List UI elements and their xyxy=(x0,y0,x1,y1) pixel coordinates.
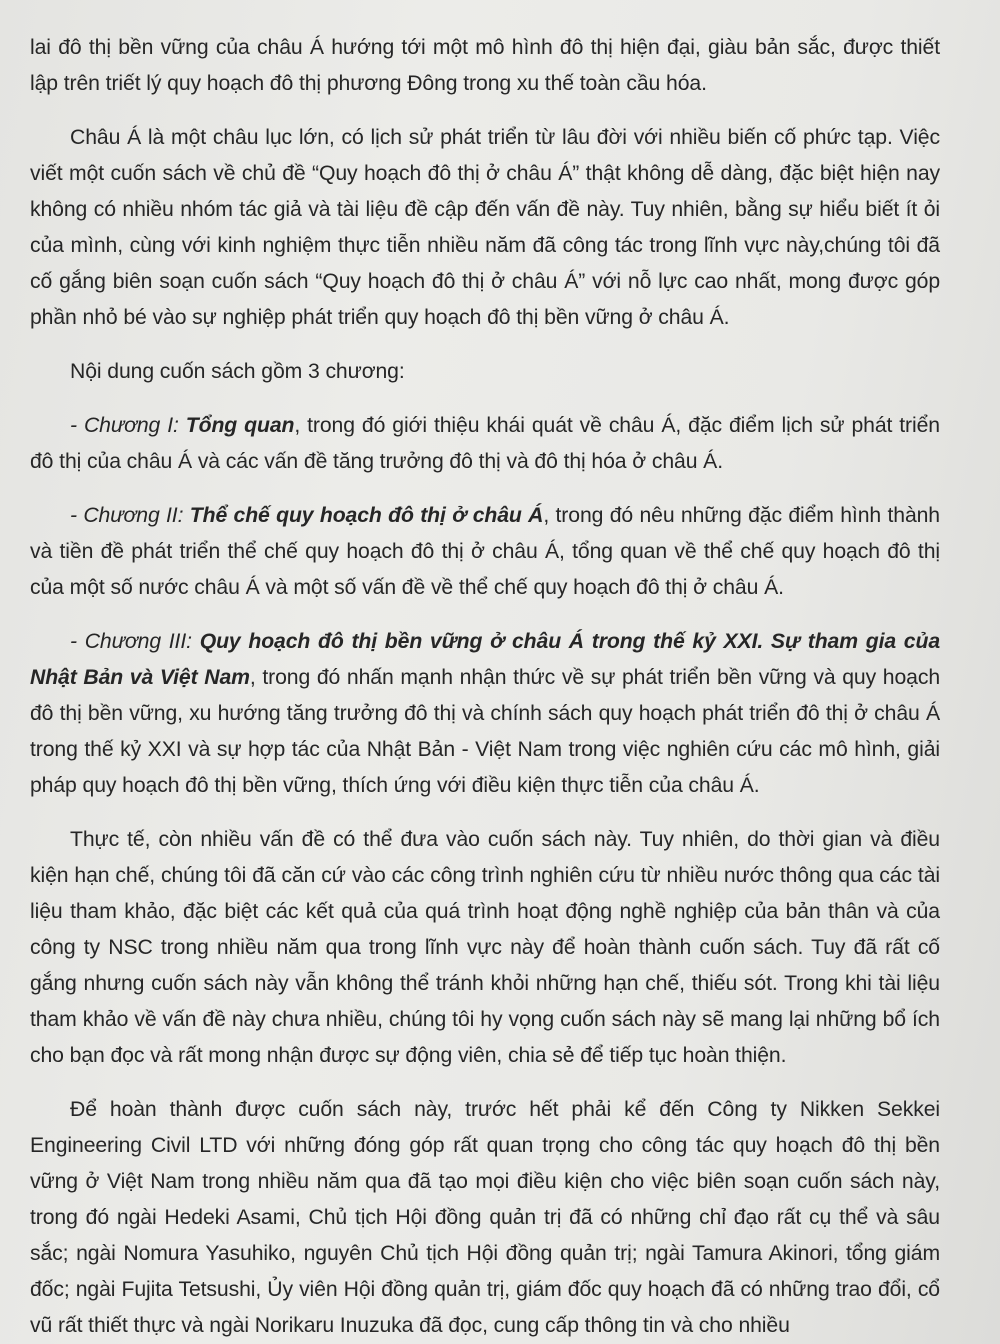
chapter-3-description: , trong đó nhấn mạnh nhận thức về sự phát triển bền vững và quy hoạch đô thị bền vững, xu hướng tăng trưởng đô thị và chính sách quy hoạch phát triển đô thị ở châu Á trong thế kỷ XXI và sự hợp tác của Nhật Bản - Việt Nam trong việc nghiên cứu các mô hình, giải pháp quy hoạch đô thị bền vững, thích ứng với điều kiện thực tiễn của châu Á. xyxy=(30,666,940,797)
chapter-1-title: Tổng quan xyxy=(185,414,295,437)
chapter-1-label: - Chương I: xyxy=(70,414,186,437)
paragraph-continuation: lai đô thị bền vững của châu Á hướng tới một mô hình đô thị hiện đại, giàu bản sắc, được thiết lập trên triết lý quy hoạch đô thị phương Đông trong xu thế toàn cầu hóa. xyxy=(30,36,940,95)
chapter-3-label: - Chương III: xyxy=(70,630,200,653)
chapter-2-description: , trong đó nêu những đặc điểm hình thành và tiền đề phát triển thể chế quy hoạch đô thị ở châu Á, tổng quan về thể chế quy hoạch đô thị của một số nước châu Á và một số vấn đề về thể chế quy hoạch đô thị ở châu Á. xyxy=(30,504,940,599)
chapter-3-item xyxy=(30,624,940,804)
chapter-2-item xyxy=(30,498,940,606)
chapter-1-description: , trong đó giới thiệu khái quát về châu Á, đặc điểm lịch sử phát triển đô thị của châu Á và các vấn đề tăng trưởng đô thị và đô thị hóa ở châu Á. xyxy=(30,414,940,473)
chapter-2-label: - Chương II: xyxy=(70,504,190,527)
chapter-3-title: Quy hoạch đô thị bền vững ở châu Á trong thế kỷ XXI. Sự tham gia của Nhật Bản và Việt Nam xyxy=(30,630,941,689)
paragraph-contents-heading: Nội dung cuốn sách gồm 3 chương: xyxy=(70,360,405,383)
paragraph-intro-asia: Châu Á là một châu lục lớn, có lịch sử phát triển từ lâu đời với nhiều biến cố phức tạp. Việc viết một cuốn sách về chủ đề “Quy hoạch đô thị ở châu Á” thật không dễ dàng, đặc biệt hiện nay không có nhiều nhóm tác giả và tài liệu đề cập đến vấn đề này. Tuy nhiên, bằng sự hiểu biết ít ỏi của mình, cùng với kinh nghiệm thực tiễn nhiều năm đã công tác trong lĩnh vực này,chúng tôi đã cố gắng biên soạn cuốn sách “Quy hoạch đô thị ở châu Á” với nỗ lực cao nhất, mong được góp phần nhỏ bé vào sự nghiệp phát triển quy hoạch đô thị bền vững ở châu Á. xyxy=(30,126,940,329)
paragraph-limitations: Thực tế, còn nhiều vấn đề có thể đưa vào cuốn sách này. Tuy nhiên, do thời gian và điều kiện hạn chế, chúng tôi đã căn cứ vào các công trình nghiên cứu từ nhiều nước thông qua các tài liệu tham khảo, đặc biệt các kết quả của quá trình hoạt động nghề nghiệp của bản thân và của công ty NSC trong nhiều năm qua trong lĩnh vực này để hoàn thành cuốn sách. Tuy đã rất cố gắng nhưng cuốn sách này vẫn không thể tránh khỏi những hạn chế, thiếu sót. Trong khi tài liệu tham khảo về vấn đề này chưa nhiều, chúng tôi hy vọng cuốn sách này sẽ mang lại những bổ ích cho bạn đọc và rất mong nhận được sự động viên, chia sẻ để tiếp tục hoàn thiện. xyxy=(30,828,940,1067)
chapter-1-item xyxy=(30,408,940,480)
paragraph-acknowledgements: Để hoàn thành được cuốn sách này, trước hết phải kể đến Công ty Nikken Sekkei Engineering Civil LTD với những đóng góp rất quan trọng cho công tác quy hoạch đô thị bền vững ở Việt Nam trong nhiều năm qua đã tạo mọi điều kiện cho việc biên soạn cuốn sách này, trong đó ngài Hedeki Asami, Chủ tịch Hội đồng quản trị đã có những chỉ đạo rất cụ thể và sâu sắc; ngài Nomura Yasuhiko, nguyên Chủ tịch Hội đồng quản trị; ngài Tamura Akinori, tổng giám đốc; ngài Fujita Tetsushi, Ủy viên Hội đồng quản trị, giám đốc quy hoạch đã có những trao đổi, cổ vũ rất thiết thực và ngài Norikaru Inuzuka đã đọc, cung cấp thông tin và cho nhiều xyxy=(30,1098,940,1337)
page-body-text xyxy=(30,30,940,1344)
chapter-2-title: Thể chế quy hoạch đô thị ở châu Á xyxy=(189,504,544,527)
